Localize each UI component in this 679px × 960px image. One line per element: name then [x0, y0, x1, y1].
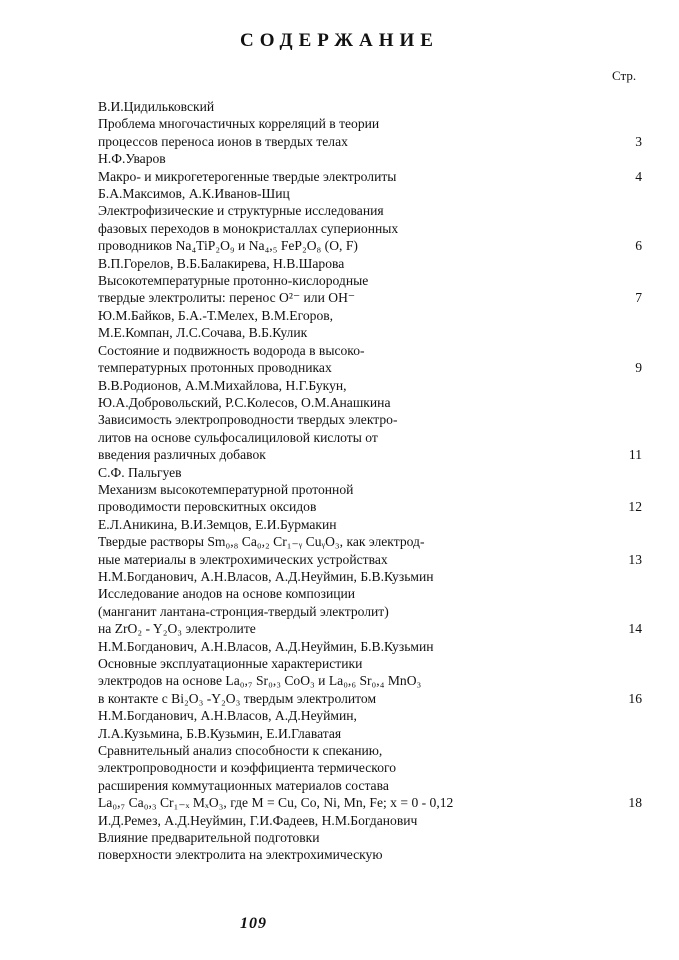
entry-title-line: Исследование анодов на основе композиции — [98, 586, 356, 602]
entry-title-line: Механизм высокотемпературной протонной — [98, 481, 354, 497]
entry-authors: Ю.А.Добровольский, Р.С.Колесов, О.М.Анашкина — [98, 394, 391, 410]
entry-page-number: 16 — [628, 690, 642, 706]
entry-authors: В.И.Цидильковский — [98, 99, 215, 114]
entry-page-number: 11 — [628, 447, 642, 463]
toc-entry — [98, 150, 642, 185]
toc-entry — [98, 464, 642, 516]
entry-authors: Б.А.Максимов, А.К.Иванов-Шиц — [98, 186, 290, 202]
entry-title-line: проводимости перовскитных оксидов — [98, 499, 317, 515]
entry-title-line: проводников Na₄TiP₂O₉ и Na₄,₅ FeP₂O₈ (O, F) — [98, 238, 358, 254]
entry-title-line: Твердые растворы Sm₀,₈ Ca₀,₂ Cr₁₋ᵧ CuᵧO₃, как электрод- — [98, 534, 425, 550]
entry-title-line: литов на основе сульфосалициловой кислоты от — [98, 429, 378, 445]
toc-entry — [98, 812, 642, 864]
toc-entry — [98, 307, 642, 377]
entry-title-line: La₀,₇ Ca₀,₃ Cr₁₋ₓ MₓO₃, где M = Cu, Co, Ni, Mn, Fe; x = 0 - 0,12 — [98, 795, 454, 811]
entry-page-number: 9 — [635, 360, 642, 376]
entry-page-number: 4 — [635, 168, 642, 184]
toc-entry — [98, 638, 642, 708]
entry-title-line: фазовых переходов в монокристаллах суперионных — [98, 220, 399, 236]
entry-title-line: ные материалы в электрохимических устройствах — [98, 551, 388, 567]
entry-title-line: (манганит лантана-стронция-твердый электролит) — [98, 603, 389, 619]
entry-authors: И.Д.Ремез, А.Д.Неуймин, Г.И.Фадеев, Н.М.Богданович — [98, 812, 418, 828]
entry-authors: В.П.Горелов, В.Б.Балакирева, Н.В.Шарова — [98, 255, 345, 271]
entry-title-line: поверхности электролита на электрохимическую — [98, 847, 383, 863]
entry-title-line: Электрофизические и структурные исследования — [98, 203, 384, 219]
entry-title-line: Сравнительный анализ способности к спеканию, — [98, 743, 383, 759]
page-column-label: Стр. — [612, 68, 637, 83]
toc-entry — [98, 707, 642, 811]
entry-authors: С.Ф. Пальгуев — [98, 464, 182, 480]
entry-authors: Н.М.Богданович, А.Н.Власов, А.Д.Неуймин, — [98, 708, 357, 724]
entry-authors: В.В.Родионов, А.М.Михайлова, Н.Г.Букун, — [98, 377, 347, 393]
entry-authors: Л.А.Кузьмина, Б.В.Кузьмин, Е.И.Главатая — [98, 725, 342, 741]
entry-title-line: электродов на основе La₀,₇ Sr₀,₃ CoO₃ и La₀,₆ Sr₀,₄ MnO₃ — [98, 673, 422, 689]
entry-title-line: температурных протонных проводниках — [98, 360, 332, 376]
entry-page-number: 7 — [635, 290, 642, 306]
entry-title-line: Зависимость электропроводности твердых электро- — [98, 412, 398, 428]
toc-entry — [98, 377, 642, 464]
entry-page-number: 18 — [628, 795, 642, 811]
entry-authors: Н.М.Богданович, А.Н.Власов, А.Д.Неуймин, Б.В.Кузьмин — [98, 638, 434, 654]
entry-title-line: процессов переноса ионов в твердых телах — [98, 133, 348, 149]
entry-page-number: 6 — [635, 238, 642, 254]
toc-list — [98, 98, 642, 864]
entry-title-line: Влияние предварительной подготовки — [98, 830, 320, 846]
toc-entry — [98, 568, 642, 638]
entry-authors: Ю.М.Байков, Б.А.-Т.Мелех, В.М.Егоров, — [98, 307, 334, 323]
entry-title-line: введения различных добавок — [98, 447, 266, 463]
entry-title-line: электропроводности и коэффициента термического — [98, 760, 397, 776]
entry-title-line: Макро- и микрогетерогенные твердые электролиты — [98, 168, 397, 184]
entry-title-line: Основные эксплуатационные характеристики — [98, 656, 363, 671]
entry-authors: Е.Л.Аникина, В.И.Земцов, Е.И.Бурмакин — [98, 516, 337, 532]
entry-authors: Н.Ф.Уваров — [98, 151, 166, 167]
entry-title-line: Проблема многочастичных корреляций в теории — [98, 116, 380, 132]
entry-title-line: в контакте с Bi₂O₃ -Y₂O₃ твердым электролитом — [98, 690, 377, 706]
entry-title-line: Состояние и подвижность водорода в высоко- — [98, 342, 365, 358]
page-number: 109 — [240, 915, 267, 932]
entry-authors: Н.М.Богданович, А.Н.Власов, А.Д.Неуймин, Б.В.Кузьмин — [98, 568, 434, 584]
entry-page-number: 3 — [635, 133, 642, 149]
entry-page-number: 13 — [628, 551, 642, 567]
entry-authors: М.Е.Компан, Л.С.Сочава, В.Б.Кулик — [98, 325, 308, 341]
page-title: СОДЕРЖАНИЕ — [240, 30, 439, 51]
entry-title-line: твердые электролиты: перенос O²⁻ или OH⁻ — [98, 290, 356, 306]
entry-page-number: 14 — [628, 621, 642, 637]
entry-title-line: Высокотемпературные протонно-кислородные — [98, 273, 369, 289]
entry-title-line: расширения коммутационных материалов состава — [98, 777, 389, 793]
toc-entry — [98, 255, 642, 307]
entry-title-line: на ZrO₂ - Y₂O₃ электролите — [98, 621, 256, 637]
toc-entry — [98, 185, 642, 255]
toc-entry — [98, 98, 642, 150]
toc-entry — [98, 516, 642, 568]
entry-page-number: 12 — [628, 499, 642, 515]
